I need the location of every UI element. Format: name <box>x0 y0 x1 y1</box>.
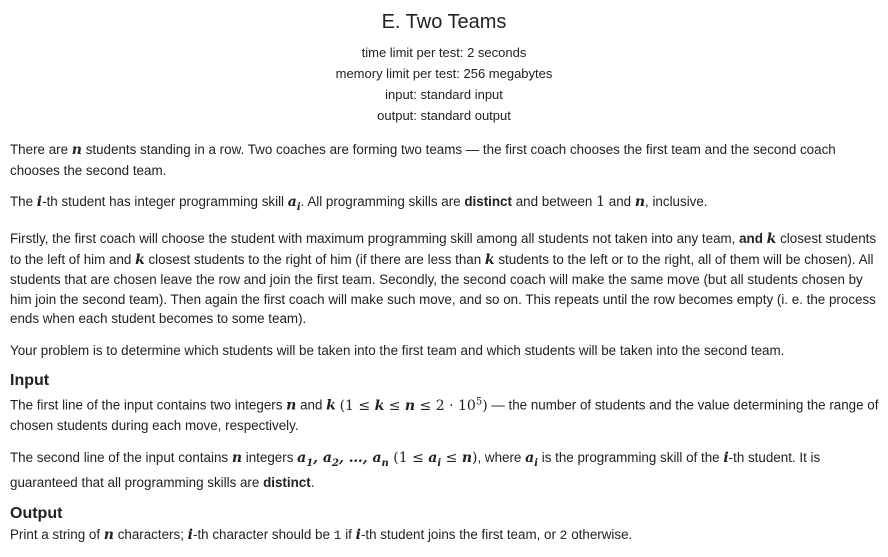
time-limit: time limit per test: 2 seconds <box>361 45 527 60</box>
output-file: output: standard output <box>377 108 511 123</box>
output-section-title: Output <box>10 504 63 522</box>
statement-paragraph-1: There are n students standing in a row. Two coaches are forming two teams — the first coach chooses the first team and the second coach chooses the second team. <box>10 142 836 178</box>
statement-paragraph-3: Firstly, the first coach will choose the student with maximum programming skill among all students not taken into any team, and k closest students to the left of him and k closest students to the right of him (if there are less than k students to the left or to the right, all of them will be chosen). All students that are chosen leave the row and join the first team. Secondly, the second coach will make the same move (but all students chosen by him join the second team). Then again the first coach will make such move, and so on. This repeats until the row becomes empty (i. e. the process ends when each student becomes to some team). <box>10 231 877 327</box>
output-line-1: Print a string of n characters; i-th character should be 1 if i-th student joins the first team, or 2 otherwise. <box>10 526 633 543</box>
problem-statement <box>10 140 882 557</box>
input-file: input: standard input <box>385 87 503 102</box>
problem-header <box>0 0 888 126</box>
statement-paragraph-2: The i-th student has integer programming skill $a_i$. All programming skills are distinct and between 1 and n, inclusive. <box>10 194 708 213</box>
input-line-1: The first line of the input contains two integers n and k $(1 \le k \le n \le 2 \cdot 10^5)$ — the number of students and the value determining the range of chosen students during each move, respectively. <box>10 396 879 434</box>
input-line-2: The second line of the input contains n integers $a_1$, $a_2$, …, $a_n$ $(1 \le a_i \le n)$, where $a_i$ is the programming skill of the i-th student. It is guaranteed that all programming skills are distinct. <box>10 449 821 491</box>
input-section-title: Input <box>10 372 50 390</box>
statement-paragraph-4: Your problem is to determine which students will be taken into the first team and which students will be taken into the second team. <box>10 342 785 358</box>
problem-title: E. Two Teams <box>381 11 507 33</box>
memory-limit: memory limit per test: 256 megabytes <box>335 66 553 81</box>
